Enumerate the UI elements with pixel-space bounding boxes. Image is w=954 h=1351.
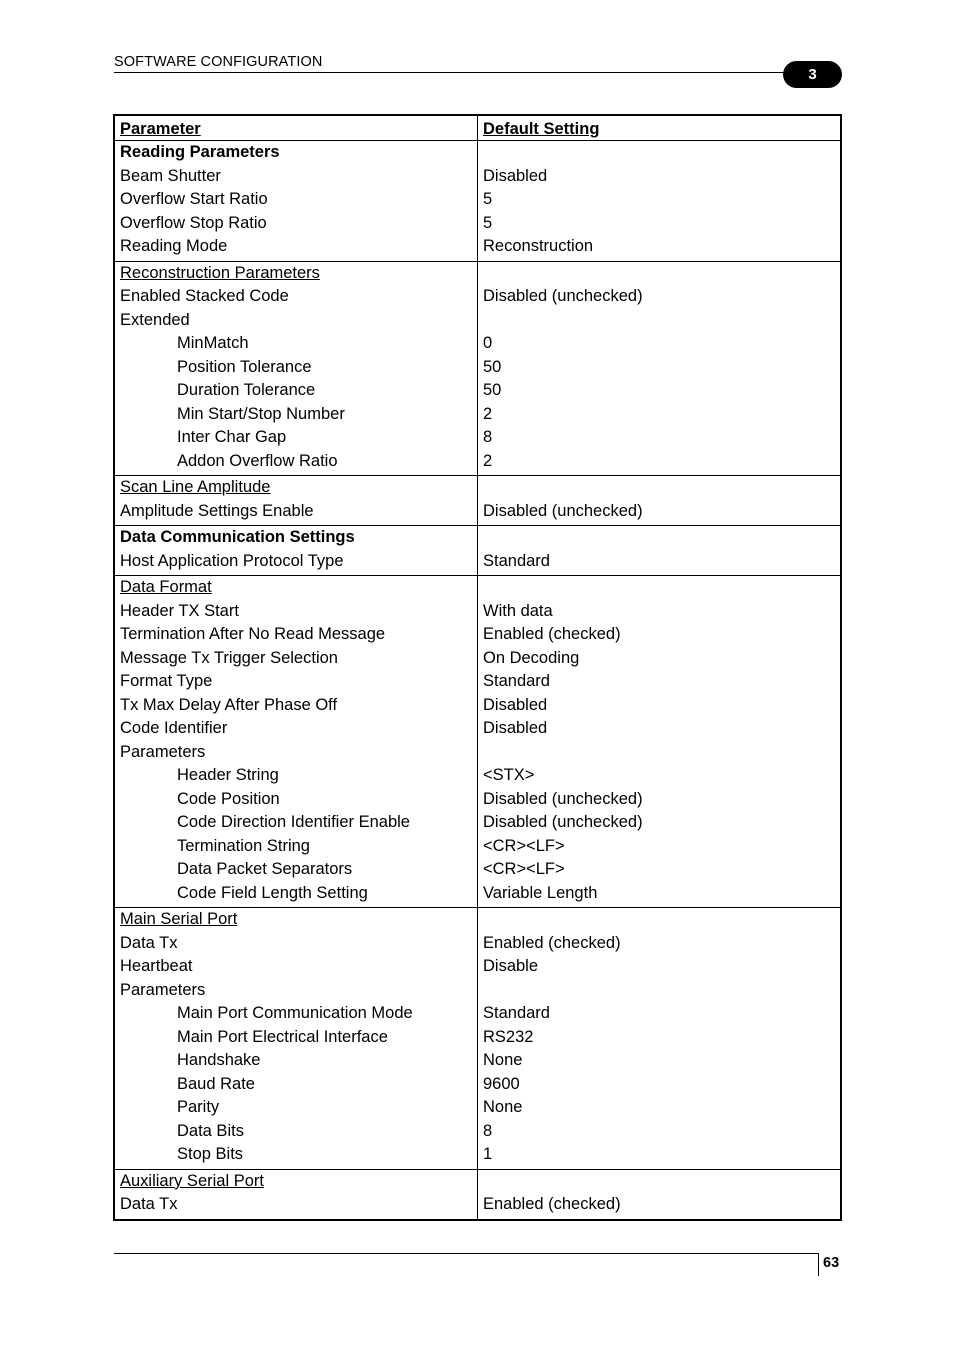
section-heading: Data Format: [120, 578, 212, 596]
default-value: [483, 526, 840, 550]
parameter-name: Termination After No Read Message: [120, 625, 386, 643]
parameter-name: Amplitude Settings Enable: [120, 501, 314, 520]
header-title: SOFTWARE CONFIGURATION: [114, 54, 323, 70]
parameter-name: Code Position: [177, 789, 280, 808]
default-value: Enabled (checked): [483, 933, 621, 952]
parameter-column: [115, 908, 478, 1169]
section-heading: Reconstruction Parameters: [120, 263, 320, 282]
default-setting-column: [478, 526, 840, 575]
parameter-name: Enabled Stacked Code: [120, 287, 289, 305]
default-setting-column: [478, 1170, 840, 1219]
default-value: Enabled (checked): [483, 1195, 621, 1213]
parameter-name: Code Identifier: [120, 719, 228, 737]
table-group: [115, 908, 840, 1170]
default-value: 8: [483, 428, 493, 446]
parameter-name: Main Port Electrical Interface: [177, 1027, 388, 1046]
default-value: Standard: [483, 672, 550, 690]
default-value: On Decoding: [483, 648, 580, 667]
table-group: [115, 262, 840, 477]
parameter-column: [115, 526, 478, 575]
default-value: 50: [483, 381, 502, 399]
section-heading: Scan Line Amplitude: [120, 478, 271, 496]
default-value: Reconstruction: [483, 237, 594, 255]
default-value: [483, 741, 840, 765]
footer-divider: [818, 1253, 819, 1276]
column-header-default-setting: Default Setting: [483, 120, 600, 138]
default-value: Standard: [483, 1004, 550, 1022]
parameter-name: Format Type: [120, 672, 213, 690]
default-value: Variable Length: [483, 883, 598, 902]
parameter-name: Min Start/Stop Number: [177, 404, 345, 423]
parameter-name: Extended: [120, 310, 190, 329]
parameter-name: Addon Overflow Ratio: [177, 451, 338, 470]
default-value: <CR><LF>: [483, 836, 565, 855]
default-setting-column: [478, 576, 840, 907]
parameter-name: Baud Rate: [177, 1074, 255, 1093]
parameter-name: Main Port Communication Mode: [177, 1004, 413, 1022]
parameter-name: Data Packet Separators: [177, 860, 353, 878]
default-value: 2: [483, 404, 493, 423]
parameter-name: Parameters: [120, 742, 206, 761]
default-setting-column: [478, 908, 840, 1169]
header-cell-default: [478, 116, 840, 140]
default-setting-column: [478, 262, 840, 476]
table-header-row: [115, 116, 840, 141]
parameter-column: [115, 262, 478, 476]
parameter-column: [115, 576, 478, 907]
default-value: 0: [483, 334, 493, 352]
parameter-name: Inter Char Gap: [177, 428, 287, 446]
default-value: [483, 476, 840, 500]
default-value: None: [483, 1051, 523, 1069]
table-group: [115, 476, 840, 526]
default-value: [483, 576, 840, 600]
default-value: 9600: [483, 1074, 520, 1093]
column-header-parameter: Parameter: [120, 120, 201, 138]
parameter-name: Beam Shutter: [120, 166, 221, 185]
default-value: Disabled: [483, 695, 548, 714]
parameter-column: [115, 141, 478, 261]
header-rule: [114, 72, 814, 73]
default-value: Disabled (unchecked): [483, 501, 643, 520]
parameter-name: Host Application Protocol Type: [120, 551, 344, 570]
default-value: [483, 1170, 840, 1194]
default-setting-column: [478, 476, 840, 525]
section-heading: Data Communication Settings: [120, 528, 355, 546]
parameter-name: Parameters: [120, 980, 206, 999]
default-value: [483, 979, 840, 1003]
default-value: 5: [483, 213, 493, 232]
parameter-name: Header TX Start: [120, 601, 239, 620]
parameter-name: Duration Tolerance: [177, 381, 316, 399]
parameter-name: Position Tolerance: [177, 357, 312, 376]
parameter-name: Code Direction Identifier Enable: [177, 813, 410, 831]
page-number: 63: [823, 1255, 840, 1271]
table-group: [115, 526, 840, 576]
parameter-name: Tx Max Delay After Phase Off: [120, 695, 338, 714]
parameter-name: Data Tx: [120, 933, 178, 952]
default-value: Disabled: [483, 719, 548, 737]
default-value: RS232: [483, 1027, 534, 1046]
default-value: <STX>: [483, 766, 535, 784]
default-value: 2: [483, 451, 493, 470]
parameter-name: Heartbeat: [120, 957, 193, 975]
parameter-name: Data Bits: [177, 1121, 244, 1140]
default-value: 1: [483, 1145, 493, 1163]
parameter-name: Code Field Length Setting: [177, 883, 368, 902]
footer-rule: [114, 1253, 818, 1254]
table-group: [115, 576, 840, 908]
default-value: Enabled (checked): [483, 625, 621, 643]
parameter-column: [115, 1170, 478, 1219]
parameter-table: [113, 114, 842, 1221]
default-value: [483, 908, 840, 932]
parameter-name: Overflow Start Ratio: [120, 190, 268, 208]
section-heading: Main Serial Port: [120, 910, 238, 928]
parameter-name: Overflow Stop Ratio: [120, 213, 267, 232]
default-setting-column: [478, 141, 840, 261]
table-group: [115, 141, 840, 262]
parameter-name: MinMatch: [177, 334, 249, 352]
section-heading: Auxiliary Serial Port: [120, 1171, 264, 1190]
default-value: With data: [483, 601, 553, 620]
default-value: 8: [483, 1121, 493, 1140]
default-value: Standard: [483, 551, 550, 570]
default-value: <CR><LF>: [483, 860, 565, 878]
header-cell-parameter: [115, 116, 478, 140]
parameter-name: Handshake: [177, 1051, 261, 1069]
chapter-badge: 3: [783, 61, 842, 88]
default-value: Disabled: [483, 166, 548, 185]
default-value: Disabled (unchecked): [483, 789, 643, 808]
parameter-name: Stop Bits: [177, 1145, 244, 1163]
default-value: Disabled (unchecked): [483, 287, 643, 305]
parameter-name: Message Tx Trigger Selection: [120, 648, 338, 667]
default-value: 5: [483, 190, 493, 208]
section-heading: Reading Parameters: [120, 143, 280, 161]
parameter-name: Termination String: [177, 836, 310, 855]
parameter-name: Parity: [177, 1098, 220, 1116]
parameter-name: Header String: [177, 766, 279, 784]
default-value: Disable: [483, 957, 539, 975]
default-value: Disabled (unchecked): [483, 813, 643, 831]
default-value: None: [483, 1098, 523, 1116]
default-value: 50: [483, 357, 502, 376]
default-value: [483, 262, 840, 286]
default-value: [483, 309, 840, 333]
parameter-column: [115, 476, 478, 525]
default-value: [483, 141, 840, 165]
table-group: [115, 1170, 840, 1219]
parameter-name: Data Tx: [120, 1195, 178, 1213]
parameter-name: Reading Mode: [120, 237, 228, 255]
